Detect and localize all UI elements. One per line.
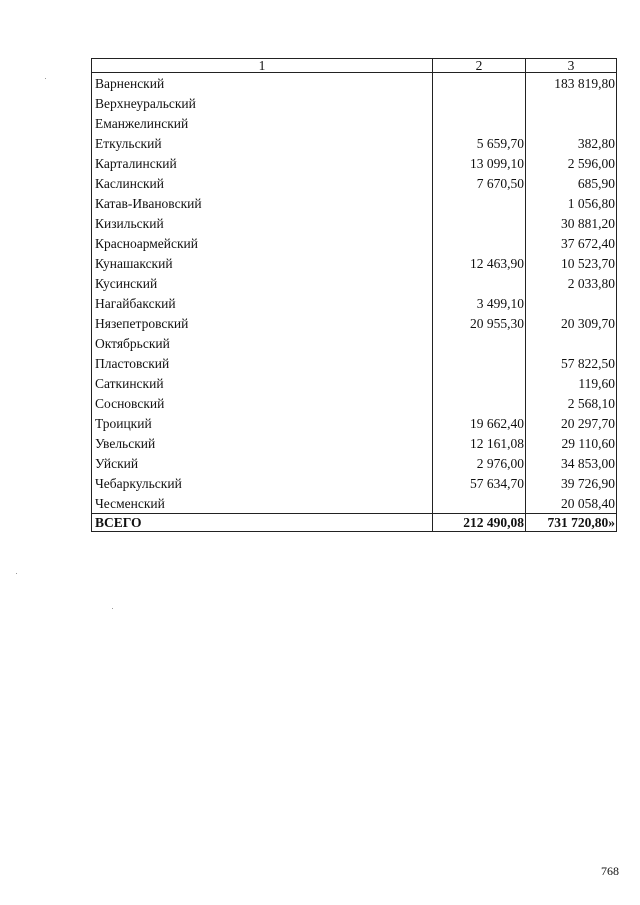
column-3-value-cell: 30 881,20 bbox=[526, 213, 617, 233]
column-3-value-cell: 183 819,80 bbox=[526, 73, 617, 94]
table-row bbox=[92, 293, 617, 313]
column-2-value-cell bbox=[433, 193, 526, 213]
table-row bbox=[92, 153, 617, 173]
table-row bbox=[92, 113, 617, 133]
district-name-cell: Карталинский bbox=[92, 153, 433, 173]
district-name-cell: Чесменский bbox=[92, 493, 433, 514]
column-3-value-cell bbox=[526, 93, 617, 113]
column-2-value-cell: 13 099,10 bbox=[433, 153, 526, 173]
table-row bbox=[92, 413, 617, 433]
district-name-cell: Красноармейский bbox=[92, 233, 433, 253]
table-body bbox=[92, 73, 617, 532]
column-header-2: 2 bbox=[433, 59, 526, 73]
column-3-value-cell bbox=[526, 293, 617, 313]
column-3-value-cell: 1 056,80 bbox=[526, 193, 617, 213]
column-2-value-cell: 2 976,00 bbox=[433, 453, 526, 473]
column-3-value-cell bbox=[526, 113, 617, 133]
district-name-cell: Нагайбакский bbox=[92, 293, 433, 313]
district-name-cell: Каслинский bbox=[92, 173, 433, 193]
column-3-value-cell: 382,80 bbox=[526, 133, 617, 153]
district-name-cell: Октябрьский bbox=[92, 333, 433, 353]
district-name-cell: Нязепетровский bbox=[92, 313, 433, 333]
column-2-value-cell bbox=[433, 393, 526, 413]
table-row bbox=[92, 313, 617, 333]
column-3-value-cell: 37 672,40 bbox=[526, 233, 617, 253]
column-3-value-cell: 39 726,90 bbox=[526, 473, 617, 493]
district-name-cell: Еманжелинский bbox=[92, 113, 433, 133]
column-header-3: 3 bbox=[526, 59, 617, 73]
district-name-cell: Троицкий bbox=[92, 413, 433, 433]
table-row bbox=[92, 253, 617, 273]
table-row bbox=[92, 173, 617, 193]
page-number: 768 bbox=[601, 864, 619, 878]
column-header-1: 1 bbox=[92, 59, 433, 73]
column-2-value-cell: 12 463,90 bbox=[433, 253, 526, 273]
column-2-value-cell: 20 955,30 bbox=[433, 313, 526, 333]
column-2-value-cell bbox=[433, 113, 526, 133]
table-row bbox=[92, 193, 617, 213]
column-2-value-cell bbox=[433, 233, 526, 253]
column-2-value-cell bbox=[433, 373, 526, 393]
table-row bbox=[92, 133, 617, 153]
column-3-value-cell: 34 853,00 bbox=[526, 453, 617, 473]
column-2-value-cell: 57 634,70 bbox=[433, 473, 526, 493]
column-3-value-cell: 57 822,50 bbox=[526, 353, 617, 373]
district-name-cell: Кизильский bbox=[92, 213, 433, 233]
column-3-value-cell: 2 596,00 bbox=[526, 153, 617, 173]
column-2-value-cell: 19 662,40 bbox=[433, 413, 526, 433]
table-row bbox=[92, 473, 617, 493]
column-2-value-cell: 7 670,50 bbox=[433, 173, 526, 193]
district-name-cell: Варненский bbox=[92, 73, 433, 94]
column-3-value-cell: 29 110,60 bbox=[526, 433, 617, 453]
total-label-cell: ВСЕГО bbox=[92, 514, 433, 532]
scan-speck bbox=[16, 573, 17, 574]
district-name-cell: Катав-Ивановский bbox=[92, 193, 433, 213]
table-row bbox=[92, 433, 617, 453]
column-2-value-cell bbox=[433, 273, 526, 293]
table-row bbox=[92, 333, 617, 353]
budget-distribution-table bbox=[91, 58, 617, 532]
column-3-value-cell: 685,90 bbox=[526, 173, 617, 193]
column-2-value-cell bbox=[433, 93, 526, 113]
table-row bbox=[92, 373, 617, 393]
column-3-value-cell: 20 297,70 bbox=[526, 413, 617, 433]
district-name-cell: Увельский bbox=[92, 433, 433, 453]
column-3-value-cell: 2 568,10 bbox=[526, 393, 617, 413]
column-3-value-cell: 10 523,70 bbox=[526, 253, 617, 273]
column-2-value-cell bbox=[433, 213, 526, 233]
district-name-cell: Сосновский bbox=[92, 393, 433, 413]
column-2-value-cell bbox=[433, 73, 526, 94]
table-row bbox=[92, 93, 617, 113]
scan-speck bbox=[112, 608, 113, 609]
total-column-2-cell: 212 490,08 bbox=[433, 514, 526, 532]
scan-speck bbox=[45, 78, 46, 79]
district-name-cell: Саткинский bbox=[92, 373, 433, 393]
district-name-cell: Еткульский bbox=[92, 133, 433, 153]
table-row bbox=[92, 453, 617, 473]
district-name-cell: Кусинский bbox=[92, 273, 433, 293]
table-row bbox=[92, 393, 617, 413]
district-name-cell: Кунашакский bbox=[92, 253, 433, 273]
column-3-value-cell: 2 033,80 bbox=[526, 273, 617, 293]
table-row bbox=[92, 233, 617, 253]
column-2-value-cell: 5 659,70 bbox=[433, 133, 526, 153]
column-3-value-cell bbox=[526, 333, 617, 353]
table-row bbox=[92, 273, 617, 293]
table-row bbox=[92, 493, 617, 514]
total-column-3-cell: 731 720,80» bbox=[526, 514, 617, 532]
column-3-value-cell: 20 309,70 bbox=[526, 313, 617, 333]
column-number-header-row bbox=[92, 59, 617, 73]
column-3-value-cell: 20 058,40 bbox=[526, 493, 617, 514]
column-3-value-cell: 119,60 bbox=[526, 373, 617, 393]
column-2-value-cell bbox=[433, 353, 526, 373]
column-2-value-cell bbox=[433, 333, 526, 353]
column-2-value-cell bbox=[433, 493, 526, 514]
district-name-cell: Чебаркульский bbox=[92, 473, 433, 493]
table-row bbox=[92, 353, 617, 373]
total-row bbox=[92, 514, 617, 532]
district-name-cell: Пластовский bbox=[92, 353, 433, 373]
table-row bbox=[92, 73, 617, 94]
district-name-cell: Уйский bbox=[92, 453, 433, 473]
district-name-cell: Верхнеуральский bbox=[92, 93, 433, 113]
column-2-value-cell: 12 161,08 bbox=[433, 433, 526, 453]
table-row bbox=[92, 213, 617, 233]
column-2-value-cell: 3 499,10 bbox=[433, 293, 526, 313]
